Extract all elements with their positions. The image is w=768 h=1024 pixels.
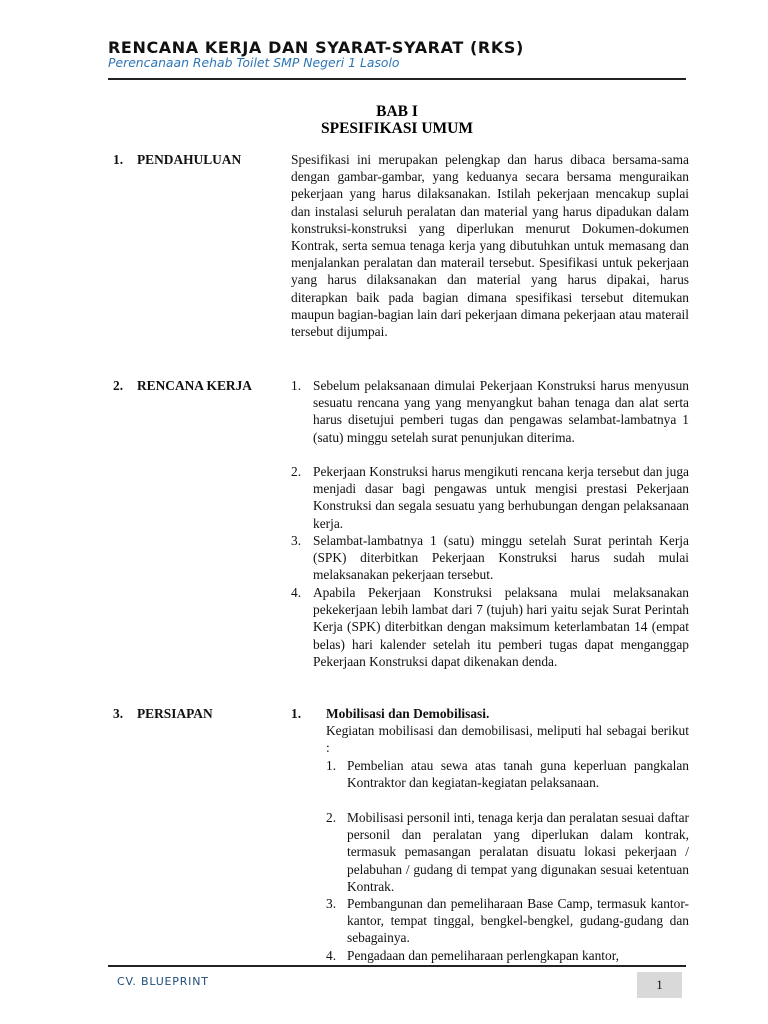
text-line: pelaksanaan. xyxy=(530,775,600,791)
text-line: menyusun sesuatu rencana yang yang menyangkut bahan xyxy=(313,378,689,411)
list-item-text xyxy=(347,895,689,947)
text-line: tenaga dan alat serta harus disetujui pemberi tugas dan xyxy=(313,395,689,428)
text-line: peralatan dan materail tersebut. Spesifikasi untuk pekerjaan yang xyxy=(291,255,689,288)
chapter-title: SPESIFIKASI UMUM xyxy=(320,120,473,137)
text-line: Pembelian atau sewa atas tanah guna keperluan xyxy=(347,758,627,773)
text-line: Spesifikasi ini merupakan pelengkap dan harus dibaca xyxy=(291,152,606,167)
text-line: Pekerjaan Konstruksi dan segala sesuatu yang berhubungan xyxy=(313,481,689,514)
list-item-number: 3. xyxy=(326,896,337,911)
section-label-rencana-kerja: RENCANA KERJA xyxy=(137,378,252,393)
text-line: Pengadaan dan pemeliharaan perlengkapan kantor, xyxy=(347,948,619,963)
text-line: diperlukan menurut Dokumen-dokumen Kontrak, serta semua xyxy=(291,220,689,254)
list-item-number: 4. xyxy=(326,948,337,963)
text-line: Pembangunan dan pemeliharaan Base Camp, termasuk xyxy=(347,896,647,911)
list-item-number: 3. xyxy=(291,533,302,548)
text-line: harus dilaksanakan dan material yang harus dipakai, harus xyxy=(327,272,689,288)
text-line: Selambat-lambatnya 1 (satu) minggu setelah Surat perintah xyxy=(313,533,653,548)
list-item-text xyxy=(313,532,689,584)
footer-divider xyxy=(108,965,686,967)
text-line: digunakan sesuai ketentuan Kontrak. xyxy=(347,861,689,894)
text-line: Mobilisasi personil inti, tenaga kerja dan peralatan xyxy=(347,810,619,825)
text-line: sesuai daftar personil dan peralatan yang diperlukan xyxy=(347,810,689,843)
text-line: pekekerjaan lebih lambat dari 7 (tujuh) hari yaitu sejak Surat xyxy=(313,602,641,618)
text-line: lokasi pekerjaan / pelabuhan / gudang di tempat yang xyxy=(347,844,689,877)
list-item-number: 1. xyxy=(291,378,302,393)
list-item-text xyxy=(313,584,689,670)
subsection-intro xyxy=(326,722,689,756)
list-item-text xyxy=(347,757,689,791)
list-item-number: 2. xyxy=(326,810,337,825)
list-item-number: 4. xyxy=(291,585,302,600)
text-line: dengan pelaksanaan kerja. xyxy=(313,498,689,531)
text-line: pengawas selambat-lambatnya 1 (satu) minggu setelah surat xyxy=(313,412,689,445)
text-line: dalam kontrak, termasuk pemasangan peralatan disuatu xyxy=(347,827,689,860)
text-line: Apabila Pekerjaan Konstruksi pelaksana mulai melaksanakan xyxy=(313,585,689,600)
text-line: Kerja (SPK) diterbitkan Pekerjaan Konstruksi harus sudah xyxy=(313,533,689,566)
text-line: Pekerjaan Konstruksi harus mengikuti rencana kerja tersebut xyxy=(313,464,640,479)
text-line: dikenakan denda. xyxy=(463,653,558,669)
document-header-subtitle: Perencanaan Rehab Toilet SMP Negeri 1 Lasolo xyxy=(108,55,400,70)
text-line: penunjukan diterima. xyxy=(461,429,575,445)
section-number: 1. xyxy=(113,152,124,167)
text-line: kantor-kantor, tempat tinggal, bengkel-bengkel, xyxy=(347,896,689,929)
chapter-number: BAB I xyxy=(376,103,418,120)
text-line: bersama-sama dengan gambar-gambar, yang keduanya secara xyxy=(291,152,689,185)
section-number: 3. xyxy=(113,706,124,721)
list-item-text xyxy=(313,463,689,532)
text-line: berikut : xyxy=(326,723,689,756)
text-line: Sebelum pelaksanaan dimulai Pekerjaan Konstruksi harus xyxy=(313,378,630,393)
text-line: bersama menguraikan pekerjaan yang harus dilaksanakan. Istilah xyxy=(291,169,689,202)
text-line: diterapkan baik pada bagian dimana spesifikasi tersebut xyxy=(291,289,624,305)
text-line: Perintah Kerja (SPK) diterbitkan dengan maksimum xyxy=(313,602,689,635)
subsection-number: 1. xyxy=(291,706,302,721)
list-item-text xyxy=(347,947,689,964)
text-line: pekerjaan atau materail tersebut dijumpai. xyxy=(291,306,689,340)
text-line: ditemukan maupun bagian-bagian lain dari pekerjaan dimana xyxy=(291,289,689,322)
text-line: keterlambatan 14 (empat belas) hari kalender setelah itu xyxy=(313,619,689,652)
text-line: gudang-gudang dan sebagainya. xyxy=(347,913,689,946)
section-label-persiapan: PERSIAPAN xyxy=(137,706,213,721)
section-number: 2. xyxy=(113,378,124,393)
header-divider xyxy=(108,78,686,80)
text-line: pekerjaan mencakup suplai dan instalasi seluruh peralatan dan xyxy=(291,186,689,219)
text-line: pemberi tugas dapat menganggap Pekerjaan Konstruksi dapat xyxy=(313,636,689,669)
subsection-heading: Mobilisasi dan Demobilisasi. xyxy=(326,706,490,721)
list-item-text xyxy=(313,377,689,446)
list-item-number: 2. xyxy=(291,464,302,479)
text-line: Kegiatan mobilisasi dan demobilisasi, meliputi hal sebagai xyxy=(326,723,647,738)
section-label-pendahuluan: PENDAHULUAN xyxy=(137,152,242,167)
list-item-text xyxy=(347,809,689,895)
footer-company: CV. BLUEPRINT xyxy=(117,975,209,988)
list-item-number: 1. xyxy=(326,758,337,773)
text-line: mulai melaksanakan pekerjaan tersebut. xyxy=(313,550,689,583)
text-line: material yang harus dipadukan dalam konstruksi-konstruksi yang xyxy=(291,203,689,236)
pendahuluan-paragraph xyxy=(291,151,689,340)
text-line: dan juga menjadi dasar bagi pengawas untuk mengisi prestasi xyxy=(313,464,689,497)
page-number: 1 xyxy=(637,972,682,998)
text-line: pangkalan Kontraktor dan kegiatan-kegiatan xyxy=(347,758,689,791)
text-line: tenaga kerja yang dibutuhkan untuk memasang dan menjalankan xyxy=(291,238,689,271)
document-header-title: RENCANA KERJA DAN SYARAT-SYARAT (RKS) xyxy=(108,38,524,57)
